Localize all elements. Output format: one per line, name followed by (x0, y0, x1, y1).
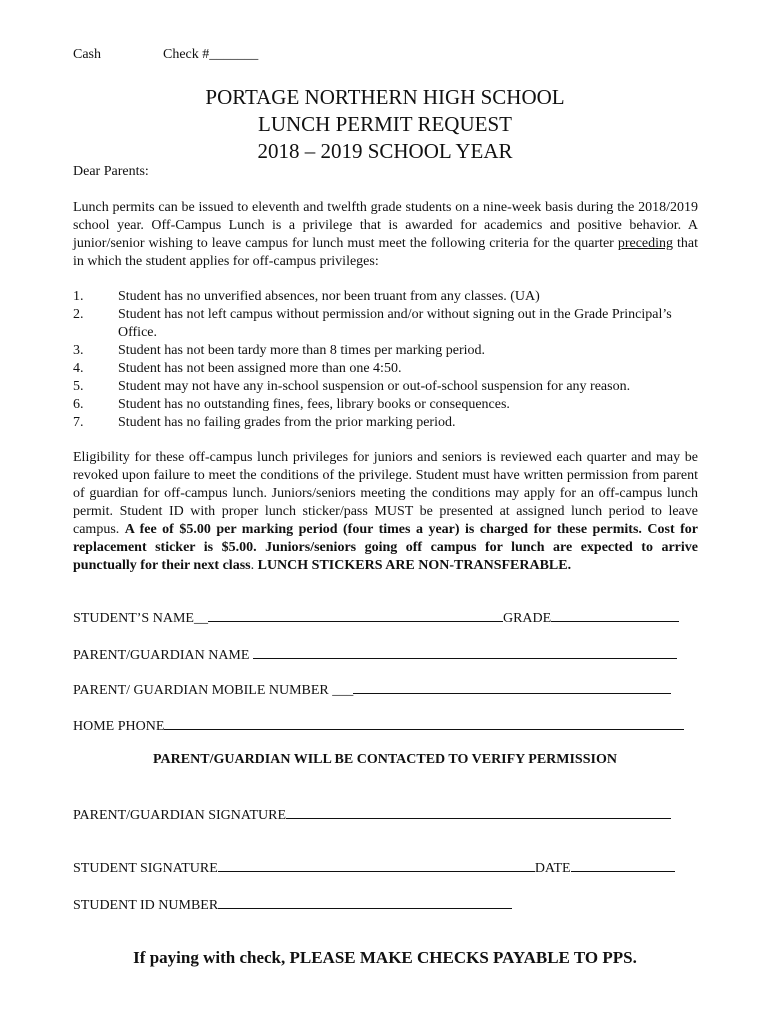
greeting: Dear Parents: (73, 164, 149, 179)
student-name-label: STUDENT’S NAME__ (73, 611, 208, 626)
list-text: Student has no outstanding fines, fees, library books or consequences. (118, 397, 510, 412)
student-name-row (73, 609, 679, 627)
list-text: Student has not been assigned more than one 4:50. (118, 361, 402, 376)
list-item (73, 306, 698, 342)
payment-instructions: If paying with check, PLEASE MAKE CHECKS PAYABLE TO PPS. (133, 948, 637, 967)
intro-text: Lunch permits can be issued to eleventh and twelfth grade students on a nine-week basis during the 2018/2019 school year. Off-Campus Lunch is a privilege that is awarded for academics and positive behavior. A junior/senior wishing to leave campus for lunch must meet the following criteria for the quarter (73, 200, 698, 251)
home-phone-field[interactable] (164, 717, 684, 730)
list-number: 3. (73, 343, 84, 358)
payment-method-row (73, 47, 259, 63)
list-item (73, 342, 698, 360)
parent-name-row (73, 646, 677, 664)
school-year: 2018 – 2019 SCHOOL YEAR (257, 139, 513, 163)
criteria-list (73, 288, 698, 432)
list-item (73, 360, 698, 378)
list-number: 4. (73, 361, 84, 376)
student-signature-label: STUDENT SIGNATURE (73, 861, 218, 876)
list-item (73, 378, 698, 396)
student-id-row (73, 896, 512, 914)
list-number: 5. (73, 379, 84, 394)
list-item (73, 414, 698, 432)
date-field[interactable] (571, 859, 675, 872)
intro-paragraph (73, 199, 698, 271)
parent-mobile-row (73, 681, 671, 699)
eligibility-paragraph (73, 449, 698, 575)
list-number: 1. (73, 289, 84, 304)
parent-name-field[interactable] (253, 646, 677, 659)
student-signature-row (73, 859, 675, 877)
parent-name-label: PARENT/GUARDIAN NAME (73, 648, 253, 663)
list-text: Student has not left campus without permission and/or without signing out in the Grade Principal’s Office. (118, 307, 672, 340)
list-text: Student has not been tardy more than 8 times per marking period. (118, 343, 486, 358)
home-phone-row (73, 717, 684, 735)
fee-statement: A fee of $5.00 per marking period (four times a year) is charged for these permits. Cost for replacement sticker is $5.00. Juniors/seniors going off campus for lunch are expected to arrive punctually for their next class (73, 522, 698, 573)
form-name: LUNCH PERMIT REQUEST (258, 112, 512, 136)
document-title (0, 84, 770, 165)
list-item (73, 396, 698, 414)
list-number: 6. (73, 397, 84, 412)
parent-signature-row (73, 806, 671, 824)
grade-label: GRADE (502, 611, 552, 626)
student-signature-field[interactable] (218, 859, 535, 872)
student-id-label: STUDENT ID NUMBER (73, 898, 219, 913)
parent-signature-label: PARENT/GUARDIAN SIGNATURE (73, 808, 286, 823)
intro-text-end: that in which the student applies for off-campus privileges: (73, 236, 698, 269)
list-number: 7. (73, 415, 84, 430)
check-number-label: Check #_______ (163, 47, 259, 62)
parent-mobile-field[interactable] (353, 681, 671, 694)
school-name: PORTAGE NORTHERN HIGH SCHOOL (205, 85, 565, 109)
cash-label: Cash (73, 47, 101, 62)
grade-field[interactable] (551, 609, 679, 622)
verification-notice: PARENT/GUARDIAN WILL BE CONTACTED TO VERIFY PERMISSION (153, 752, 617, 767)
list-item (73, 288, 698, 306)
intro-underlined-word: preceding (617, 236, 674, 251)
date-label: DATE (534, 861, 571, 876)
list-number: 2. (73, 307, 84, 322)
list-text: Student has no unverified absences, nor been truant from any classes. (UA) (118, 289, 540, 304)
home-phone-label: HOME PHONE (73, 719, 165, 734)
parent-signature-field[interactable] (286, 806, 671, 819)
student-name-field[interactable] (208, 609, 503, 622)
list-text: Student may not have any in-school suspension or out-of-school suspension for any reason. (118, 379, 631, 394)
eligibility-period: . (250, 558, 258, 573)
parent-mobile-label: PARENT/ GUARDIAN MOBILE NUMBER ___ (73, 683, 354, 698)
eligibility-text: Eligibility for these off-campus lunch privileges for juniors and seniors is reviewed each quarter and may be revoked upon failure to meet the conditions of the privilege. Student must have written permission from parent of guardian for off-campus lunch. Juniors/seniors meeting the conditions may apply for an off-campus lunch permit. Student ID with proper lunch sticker/pass MUST be presented at assigned lunch period to leave campus. (73, 450, 698, 537)
non-transferable-statement: LUNCH STICKERS ARE NON-TRANSFERABLE. (257, 558, 572, 573)
student-id-field[interactable] (218, 896, 512, 909)
list-text: Student has no failing grades from the prior marking period. (118, 415, 456, 430)
